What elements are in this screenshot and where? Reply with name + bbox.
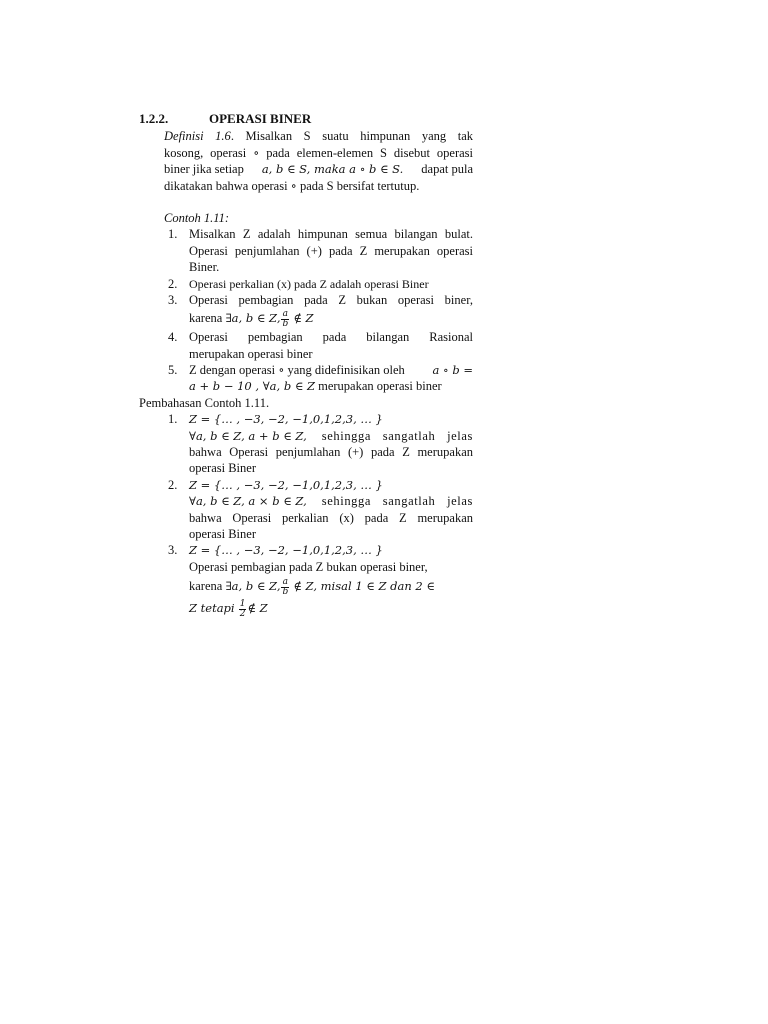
list-item: 3. Z = {… , −3, −2, −1,0,1,2,3, … } Operasi pembagian pada Z bukan operasi biner, karena ∃a, b ∈ Z, $\frac{a}{b}$ ∉ Z, misal 1 ∈ Z dan 2 ∈ Z tetapi $\frac{1}{2}$ ∉ Z xyxy=(139,542,473,619)
example-list xyxy=(139,226,473,394)
discussion-title: Pembahasan Contoh 1.11. xyxy=(139,395,270,410)
fraction: $\frac{a}{b}$ xyxy=(282,309,289,330)
list-item: 5. Z dengan operasi ∘ yang didefinisikan oleh a ∘ b = a + b − 10 , ∀a, b ∈ Z merupakan operasi biner xyxy=(168,362,473,394)
set-notation: Z = {… , −3, −2, −1,0,1,2,3, … } xyxy=(189,412,383,427)
section-title: OPERASI BINER xyxy=(209,111,312,126)
definition-line-2: kosong, operasi ∘ pada elemen-elemen S disebut operasi xyxy=(164,145,473,160)
definition-label: Definisi 1.6 xyxy=(164,129,231,144)
section-number: 1.2.2. xyxy=(139,111,169,126)
example-title: Contoh 1.11: xyxy=(164,211,230,226)
content-block xyxy=(139,111,473,619)
section-heading xyxy=(139,111,473,127)
fraction: $\frac{a}{b}$ xyxy=(282,576,289,597)
definition-paragraph xyxy=(164,128,473,194)
set-notation: Z = {… , −3, −2, −1,0,1,2,3, … } xyxy=(189,543,383,558)
list-item: 1. Misalkan Z adalah himpunan semua bilangan bulat. Operasi penjumlahan (+) pada Z merupakan operasi Biner. xyxy=(168,227,473,275)
set-notation: Z = {… , −3, −2, −1,0,1,2,3, … } xyxy=(189,477,383,492)
definition-line-4: dikatakan bahwa operasi ∘ pada S bersifat tertutup. xyxy=(164,178,420,193)
discussion-list xyxy=(139,411,473,619)
list-item: 1. Z = {… , −3, −2, −1,0,1,2,3, … } ∀a, b ∈ Z, a + b ∈ Z, sehingga sangatlah jelas bahwa Operasi penjumlahan (+) pada Z merupakan operasi Biner xyxy=(168,412,473,476)
list-item: 4. Operasi pembagian pada bilangan Rasional merupakan operasi biner xyxy=(168,330,473,361)
list-item: 3. Operasi pembagian pada Z bukan operasi biner, karena ∃a, b ∈ Z, $\frac{a}{b}$ ∉ Z xyxy=(168,293,473,330)
definition-line-3: biner jika setiap a, b ∈ S, maka a ∘ b ∈ S. dapat pula xyxy=(164,162,473,177)
list-item: 2. Operasi perkalian (x) pada Z adalah operasi Biner xyxy=(168,276,429,291)
definition-line-1: Definisi 1.6. Misalkan S suatu himpunan yang tak xyxy=(164,129,473,144)
fraction: $\frac{1}{2}$ xyxy=(239,598,246,619)
definition-formula: a, b ∈ S, maka a ∘ b ∈ S. xyxy=(261,162,404,177)
list-item: 2. Z = {… , −3, −2, −1,0,1,2,3, … } ∀a, b ∈ Z, a × b ∈ Z, sehingga sangatlah jelas bahwa Operasi perkalian (x) pada Z merupakan operasi Biner xyxy=(168,477,473,541)
